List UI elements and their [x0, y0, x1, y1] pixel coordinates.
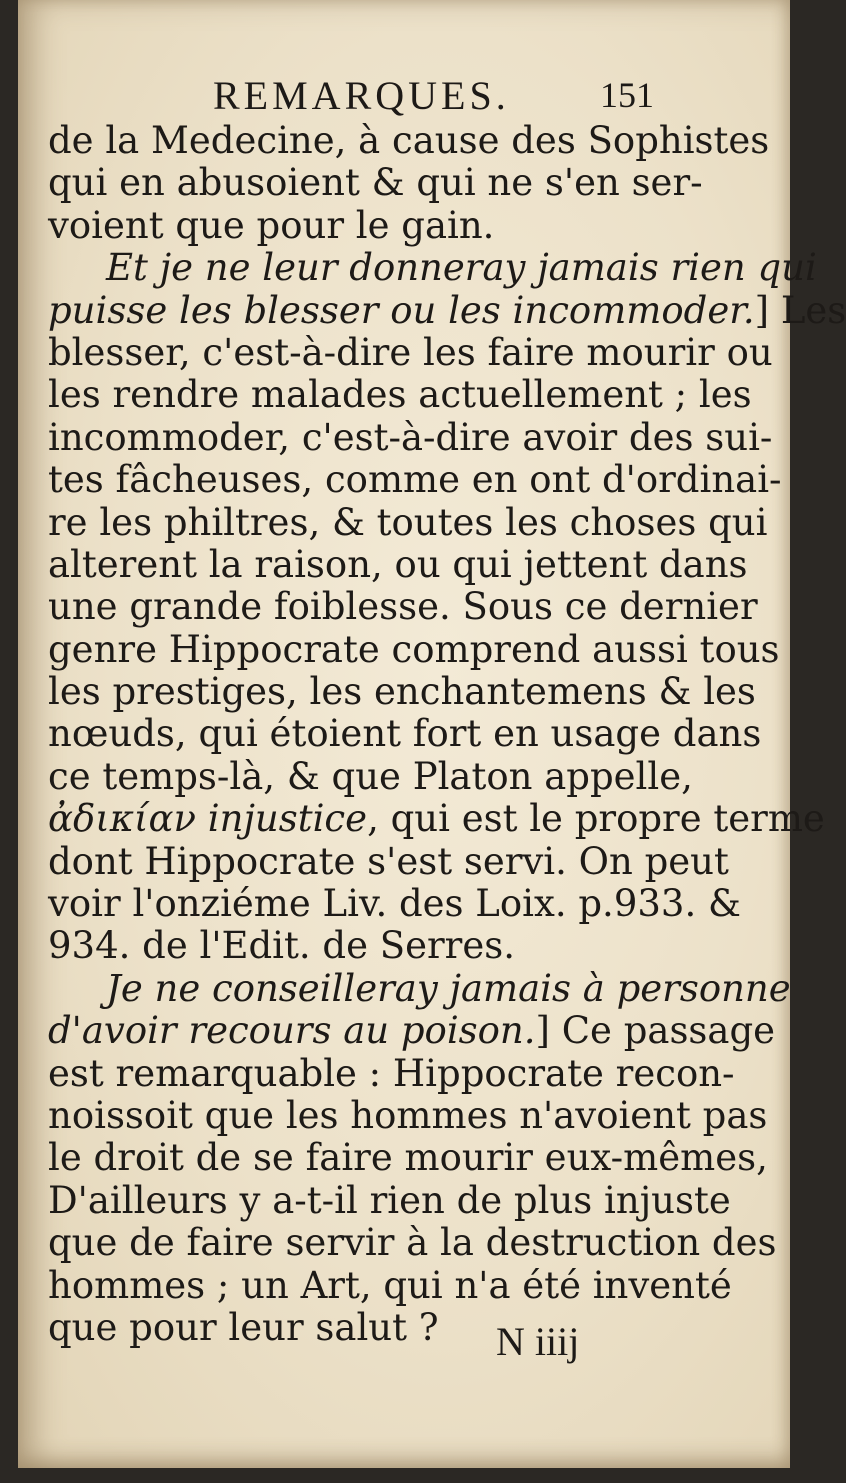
text-line: [48, 205, 690, 247]
text-line: [48, 1051, 735, 1095]
text-line: [48, 712, 762, 756]
text-run: que pour leur salut ?: [48, 1305, 439, 1349]
italic-lemma: d'avoir recours au poison.: [48, 1009, 536, 1053]
text-run: qui en abusoient & qui ne s'en ser-: [48, 161, 703, 205]
page-number: 151: [600, 75, 654, 115]
text-run: est remarquable : Hippocrate recon-: [48, 1051, 735, 1095]
text-run: voient que pour le gain.: [48, 203, 495, 247]
text-line: [48, 458, 782, 502]
text-run: les rendre malades actuellement ; les: [48, 373, 752, 417]
text-run: , qui est le propre terme: [367, 797, 825, 841]
text-line: [48, 1221, 777, 1265]
text-run: genre Hippocrate comprend aussi tous: [48, 627, 780, 671]
text-line: [48, 373, 752, 417]
italic-lemma: puisse les blesser ou les incommoder.: [48, 288, 755, 332]
text-run: dont Hippocrate s'est servi. On peut: [48, 839, 729, 883]
text-line: [48, 119, 770, 162]
text-line: [48, 1136, 768, 1180]
text-line: [48, 415, 773, 459]
text-line: [48, 754, 693, 798]
signature-mark: N iiij: [496, 1319, 580, 1364]
italic-lemma: Et je ne leur donneray jamais rien qui: [106, 246, 817, 290]
text-line: [48, 288, 846, 332]
text-run: une grande foiblesse. Sous ce dernier: [48, 585, 758, 629]
text-line: [48, 1178, 731, 1222]
text-run: le droit de se faire mourir eux-mêmes,: [48, 1136, 768, 1180]
text-line: [48, 585, 758, 629]
italic-lemma: ἀδικίαν injustice: [48, 797, 368, 841]
page-header: [18, 72, 790, 122]
text-run: noissoit que les hommes n'avoient pas: [48, 1093, 768, 1137]
text-run: les prestiges, les enchantemens & les: [48, 670, 756, 714]
running-title: REMARQUES.: [213, 73, 510, 118]
italic-lemma: Je ne conseilleray jamais à personne: [106, 966, 791, 1010]
text-run: que de faire servir à la destruction des: [48, 1221, 777, 1265]
text-line: [48, 627, 780, 671]
text-run: hommes ; un Art, qui n'a été inventé: [48, 1263, 732, 1307]
text-run: de la Medecine, à cause des Sophistes: [48, 119, 770, 162]
text-run: D'ailleurs y a-t-il rien de plus injuste: [48, 1178, 731, 1222]
text-run: tes fâcheuses, comme en ont d'ordinai-: [48, 458, 782, 502]
text-run: ] Les: [754, 288, 846, 332]
text-line: [48, 797, 825, 841]
text-line: [48, 246, 817, 290]
text-line: [48, 1263, 732, 1307]
text-line: [48, 670, 756, 714]
text-line: [48, 500, 768, 544]
text-line: [48, 882, 741, 926]
text-line: [48, 542, 748, 586]
body-text: [48, 119, 846, 1349]
text-line: [48, 1307, 690, 1349]
text-run: ] Ce passage: [535, 1009, 776, 1053]
text-run: 934. de l'Edit. de Serres.: [48, 924, 516, 968]
text-run: re les philtres, & toutes les choses qui: [48, 500, 768, 544]
text-run: voir l'onziéme Liv. des Loix. p.933. &: [48, 882, 741, 926]
text-line: [48, 1009, 776, 1053]
book-page: [18, 0, 846, 1468]
text-line: [48, 925, 690, 967]
text-line: [48, 1093, 768, 1137]
text-line: [48, 966, 791, 1010]
text-run: alterent la raison, ou qui jettent dans: [48, 542, 748, 586]
text-run: incommoder, c'est-à-dire avoir des sui-: [48, 415, 773, 459]
text-line: [48, 839, 729, 883]
text-run: blesser, c'est-à-dire les faire mourir ou: [48, 330, 773, 374]
text-run: ce temps-là, & que Platon appelle,: [48, 754, 693, 798]
text-run: nœuds, qui étoient fort en usage dans: [48, 712, 762, 756]
text-line: [48, 330, 773, 374]
text-line: [48, 161, 703, 205]
